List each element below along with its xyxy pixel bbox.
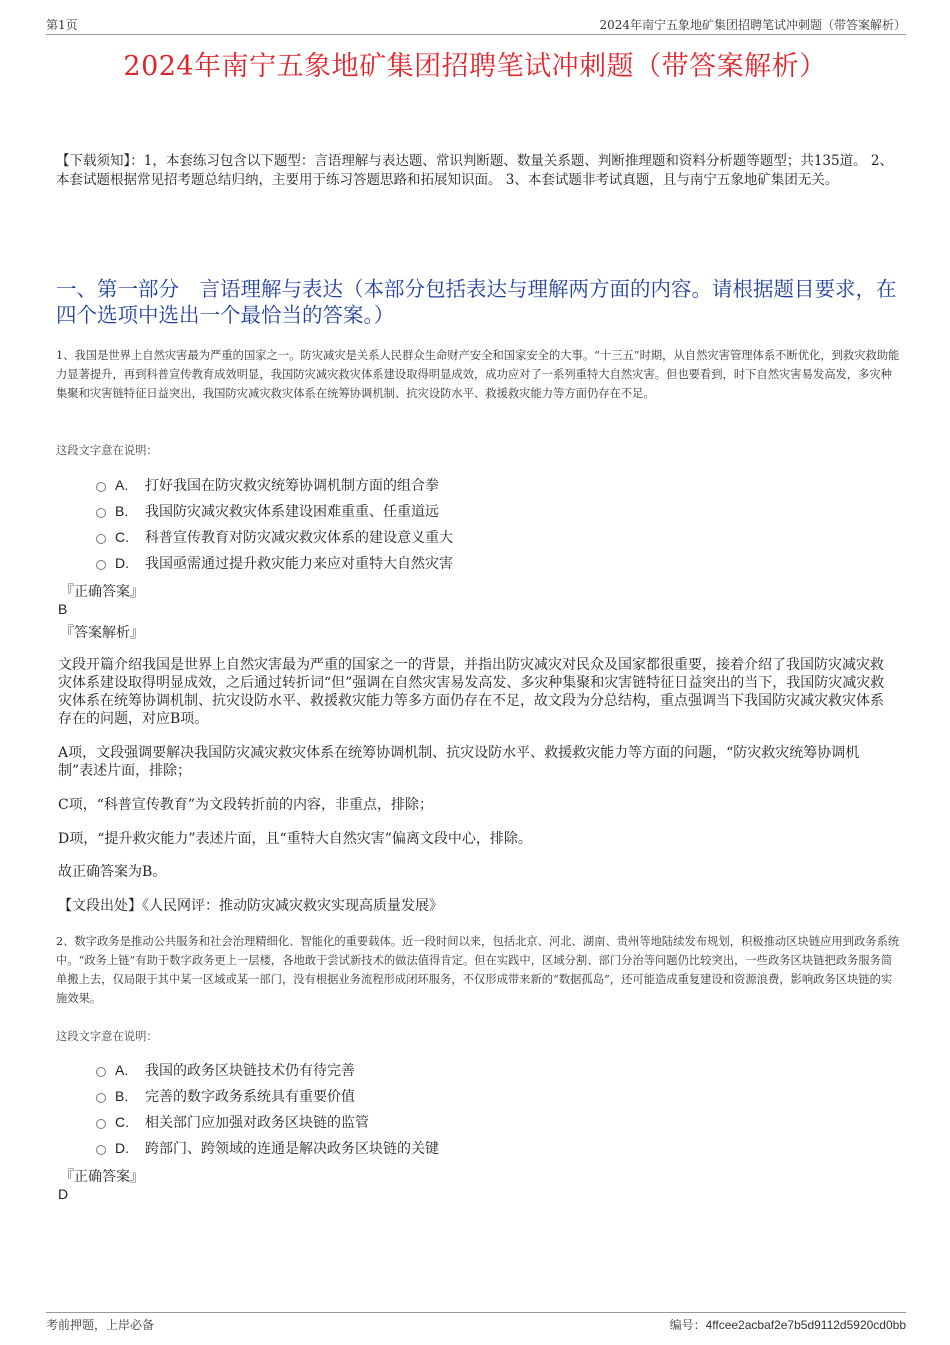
- download-notice: 【下载须知】：1，本套练习包含以下题型：言语理解与表达题、常识判断题、数量关系题、判断推理题和资料分析题等题型；共135道。 2、本套试题根据常见招考题总结归纳，主要用于练习答题思路和拓展知识面。 3、本套试题非考试真题，且与南宁五象地矿集团无关。: [56, 153, 893, 188]
- analysis-paragraph: 文段开篇介绍我国是世界上自然灾害最为严重的国家之一的背景，并指出防灾减灾对民众及国家都很重要，接着介绍了我国防灾减灾救灾体系建设取得明显成效，之后通过转折词“但”强调在自然灾害易发高发、多灾种集聚和灾害链特征日益突出的当下，我国防灾减灾救灾体系在统筹协调机制、抗灾设防水平、救援救灾能力等多方面仍存在不足，故文段为分总结构，重点强调当下我国防灾减灾救灾体系存在的问题，对应B项。: [58, 657, 885, 727]
- page-number: 第1页: [46, 18, 78, 32]
- question-1-prompt: 这段文字意在说明：: [56, 444, 158, 457]
- question-2-options: [96, 1057, 439, 1161]
- document-title: 2024年南宁五象地矿集团招聘笔试冲刺题（带答案解析）: [123, 51, 827, 82]
- option-a[interactable]: A. 我国的政务区块链技术仍有待完善: [96, 1057, 439, 1083]
- footer-code: 编号：4ffcee2acbaf2e7b5d9112d5920cd0bb: [669, 1318, 906, 1332]
- option-d[interactable]: D. 跨部门、跨领域的连通是解决政务区块链的关键: [96, 1135, 439, 1161]
- radio-icon[interactable]: [96, 508, 106, 518]
- header-doc-title: 2024年南宁五象地矿集团招聘笔试冲刺题（带答案解析）: [599, 18, 906, 32]
- question-1-options: [96, 472, 453, 576]
- radio-icon[interactable]: [96, 1119, 106, 1129]
- radio-icon[interactable]: [96, 1145, 106, 1155]
- analysis-conclusion: 故正确答案为B。: [58, 864, 167, 880]
- option-b[interactable]: B. 我国防灾减灾救灾体系建设困难重重、任重道远: [96, 498, 453, 524]
- option-a[interactable]: A. 打好我国在防灾救灾统筹协调机制方面的组合拳: [96, 472, 453, 498]
- radio-icon[interactable]: [96, 482, 106, 492]
- answer-label: 『正确答案』: [60, 1169, 144, 1185]
- page-header: [46, 16, 906, 35]
- analysis-paragraph: D项，“提升救灾能力”表述片面，且“重特大自然灾害”偏离文段中心，排除。: [58, 831, 532, 847]
- radio-icon[interactable]: [96, 560, 106, 570]
- question-2-prompt: 这段文字意在说明：: [56, 1030, 158, 1043]
- option-c[interactable]: C. 科普宣传教育对防灾减灾救灾体系的建设意义重大: [96, 524, 453, 550]
- option-b[interactable]: B. 完善的数字政务系统具有重要价值: [96, 1083, 439, 1109]
- question-1-text: 1、我国是世界上自然灾害最为严重的国家之一。防灾减灾是关系人民群众生命财产安全和国家安全的大事。“十三五”时期，从自然灾害管理体系不断优化，到救灾救助能力显著提升，再到科普宣传教育成效明显，我国防灾减灾救灾体系建设取得明显成效，成功应对了一系列重特大自然灾害。但也要看到，时下自然灾害易发高发，多灾种集聚和灾害链特征日益突出，我国防灾减灾救灾体系在统筹协调机制、抗灾设防水平、救援救灾能力等方面仍存在不足。: [56, 349, 900, 400]
- analysis-paragraph: C项，“科普宣传教育”为文段转折前的内容，非重点，排除；: [58, 797, 434, 813]
- footer-slogan: 考前押题，上岸必备: [46, 1318, 155, 1332]
- section-title: 一、第一部分 言语理解与表达（本部分包括表达与理解两方面的内容。请根据题目要求，在四个选项中选出一个最恰当的答案。）: [56, 277, 897, 327]
- analysis-label: 『答案解析』: [60, 625, 144, 641]
- answer-value: B: [58, 601, 68, 617]
- answer-value: D: [58, 1186, 69, 1202]
- question-2-text: 2、数字政务是推动公共服务和社会治理精细化、智能化的重要载体。近一段时间以来，包括北京、河北、湖南、贵州等地陆续发布规划，积极推动区块链应用到政务系统中。“政务上链”有助于数字政务更上一层楼，各地敢于尝试新技术的做法值得肯定。但在实践中，区域分割、部门分治等问题仍比较突出，一些政务区块链把政务服务简单搬上去，仅局限于其中某一区域或某一部门，没有根据业务流程形成闭环服务，不仅形成带来新的“数据孤岛”，还可能造成重复建设和资源浪费，影响政务区块链的实施效果。: [56, 935, 900, 1005]
- analysis-paragraph: A项，文段强调要解决我国防灾减灾救灾体系在统筹协调机制、抗灾设防水平、救援救灾能力等方面的问题，“防灾救灾统筹协调机制”表述片面，排除；: [58, 745, 860, 779]
- answer-label: 『正确答案』: [60, 584, 144, 600]
- radio-icon[interactable]: [96, 1093, 106, 1103]
- radio-icon[interactable]: [96, 1067, 106, 1077]
- option-d[interactable]: D. 我国亟需通过提升救灾能力来应对重特大自然灾害: [96, 550, 453, 576]
- radio-icon[interactable]: [96, 534, 106, 544]
- page-footer: [46, 1312, 906, 1333]
- option-c[interactable]: C. 相关部门应加强对政务区块链的监管: [96, 1109, 439, 1135]
- analysis-source: 【文段出处】《人民网评：推动防灾减灾救灾实现高质量发展》: [58, 898, 443, 914]
